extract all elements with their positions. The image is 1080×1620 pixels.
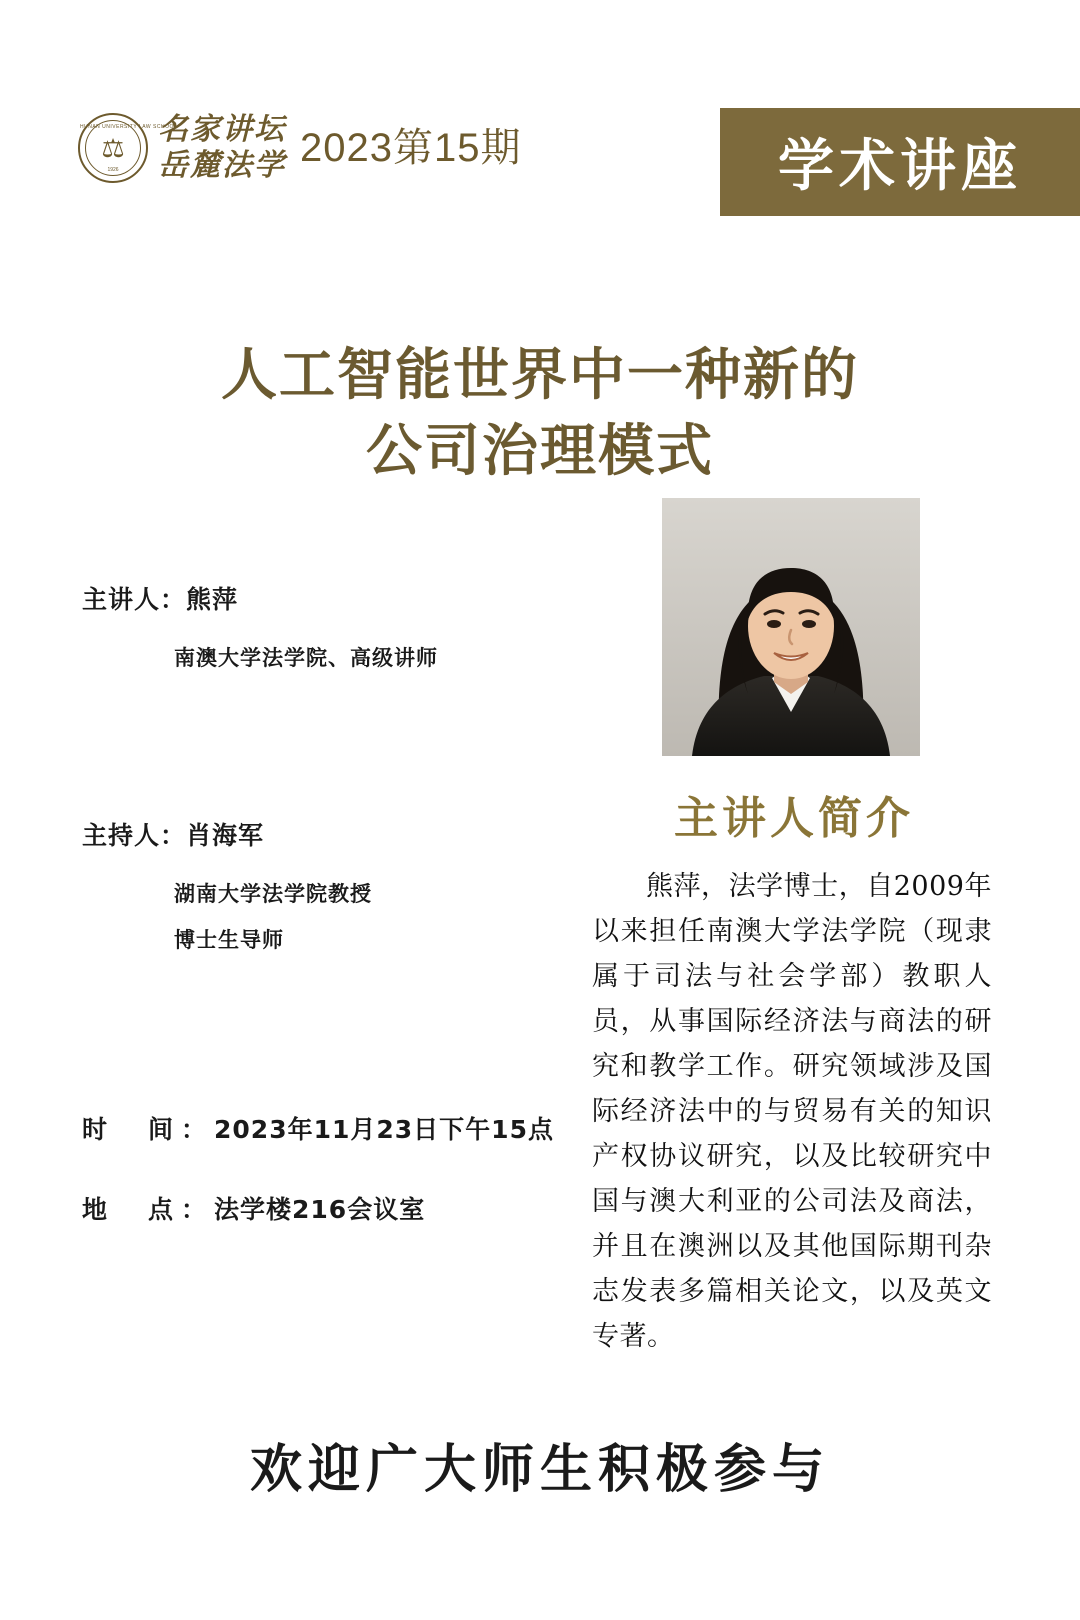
speaker-affiliation: 南澳大学法学院、高级讲师: [174, 645, 438, 670]
event-time-value: 2023年11月23日下午15点: [214, 1115, 554, 1144]
welcome-message: 欢迎广大师生积极参与: [249, 1440, 830, 1500]
event-place-row: [82, 1190, 602, 1226]
brand-lockup: [78, 112, 521, 184]
brand-line-2: 岳麓法学: [158, 148, 286, 183]
speaker-block: [82, 580, 602, 672]
page-title: [0, 338, 1080, 490]
host-affiliation-2: 博士生导师: [174, 927, 284, 952]
poster-footer: [0, 1427, 1080, 1502]
poster-header: [0, 0, 1080, 240]
brand-line-1: 名家讲坛: [158, 112, 286, 147]
host-name: 主持人：肖海军: [82, 821, 265, 850]
speaker-portrait: [662, 498, 920, 756]
lecture-type-label: 学术讲座: [778, 134, 1022, 199]
brand-words: [158, 112, 286, 184]
event-time-label: 时 间：: [82, 1115, 215, 1144]
event-time-row: [82, 1110, 602, 1146]
host-block: [82, 816, 602, 954]
spacer-1: [82, 688, 602, 816]
scale-glyph: ⚖: [101, 133, 125, 163]
issue-number: 2023第15期: [300, 126, 522, 170]
event-place-label: 地 点：: [82, 1195, 215, 1224]
balance-scale-seal-icon: [78, 113, 178, 183]
speaker-name: 主讲人：熊萍: [82, 585, 239, 614]
details-column: [82, 580, 602, 1270]
title-line-2: 公司治理模式: [366, 419, 714, 484]
host-affiliation-1: 湖南大学法学院教授: [174, 881, 372, 906]
event-place-value: 法学楼216会议室: [214, 1195, 426, 1224]
intro-heading: 主讲人简介: [674, 793, 914, 844]
seal-top-text: HUNAN UNIVERSITY LAW SCHOOL: [80, 124, 178, 130]
intro-body: 熊萍，法学博士，自2009年以来担任南澳大学法学院（现隶属于司法与社会学部）教职人员，从事国际经济法与商法的研究和教学工作。研究领域涉及国际经济法中的与贸易有关的知识产权协议研究，以及比较研究中国与澳大利亚的公司法及商法，并且在澳洲以及其他国际期刊杂志发表多篇相关论文，以及英文专著。: [592, 871, 992, 1352]
title-line-1: 人工智能世界中一种新的: [221, 343, 859, 408]
intro-column: [592, 498, 996, 1359]
lecture-type-banner: [720, 108, 1080, 216]
seal-bottom-text: 1926: [107, 167, 119, 173]
spacer-2: [82, 970, 602, 1110]
